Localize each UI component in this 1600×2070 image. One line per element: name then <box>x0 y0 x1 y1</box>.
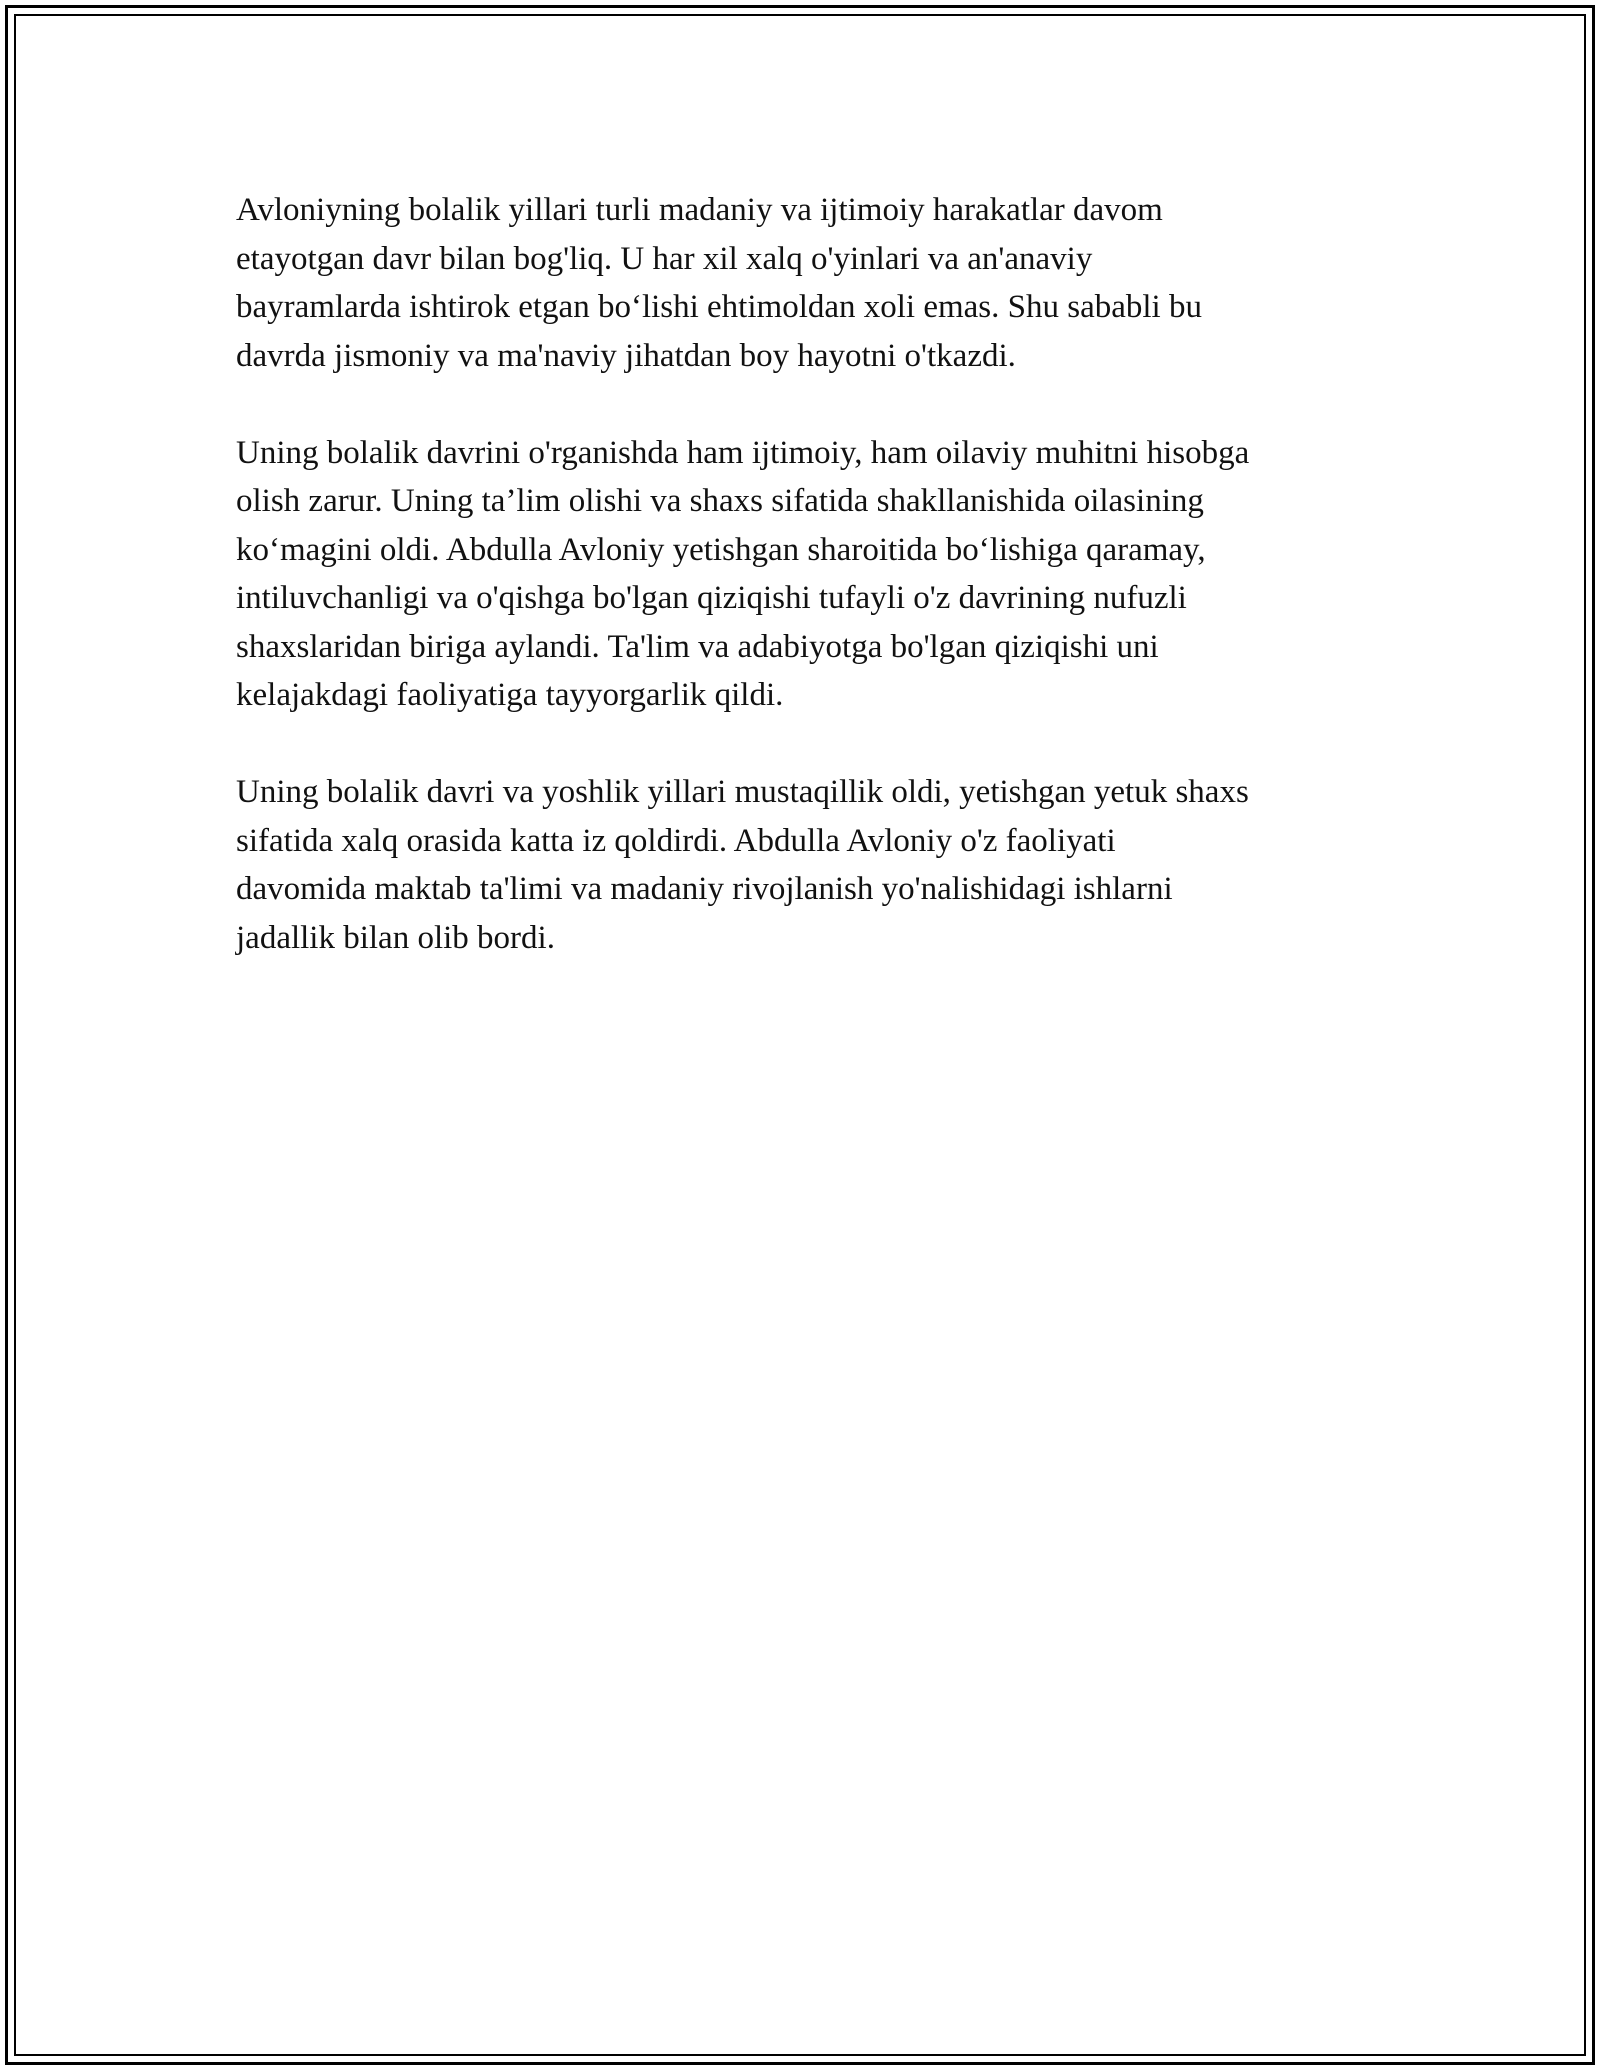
paragraph-1: Avloniyning bolalik yillari turli madaniy va ijtimoiy harakatlar davom etayotgan davr bilan bog'liq. U har xil xalq o'yinlari va an'anaviy bayramlarda ishtirok etgan bo‘lishi ehtimoldan xoli emas. Shu sababli bu davrda jismoniy va ma'naviy jihatdan boy hayotni o'tkazdi. <box>236 192 1202 374</box>
paragraph-3: Uning bolalik davri va yoshlik yillari mustaqillik oldi, yetishgan yetuk shaxs sifatida xalq orasida katta iz qoldirdi. Abdulla Avloniy o'z faoliyati davomida maktab ta'limi va madaniy rivojlanish yo'nalishidagi ishlarni jadallik bilan olib bordi. <box>236 774 1249 956</box>
document-body <box>236 186 1396 1011</box>
paragraph-2: Uning bolalik davrini o'rganishda ham ijtimoiy, ham oilaviy muhitni hisobga olish zarur. Uning ta’lim olishi va shaxs sifatida shakllanishida oilasining ko‘magini oldi. Abdulla Avloniy yetishgan sharoitida bo‘lishiga qaramay, intiluvchanligi va o'qishga bo'lgan qiziqishi tufayli o'z davrining nufuzli shaxslaridan biriga aylandi. Ta'lim va adabiyotga bo'lgan qiziqishi uni kelajakdagi faoliyatiga tayyorgarlik qildi. <box>236 434 1250 713</box>
